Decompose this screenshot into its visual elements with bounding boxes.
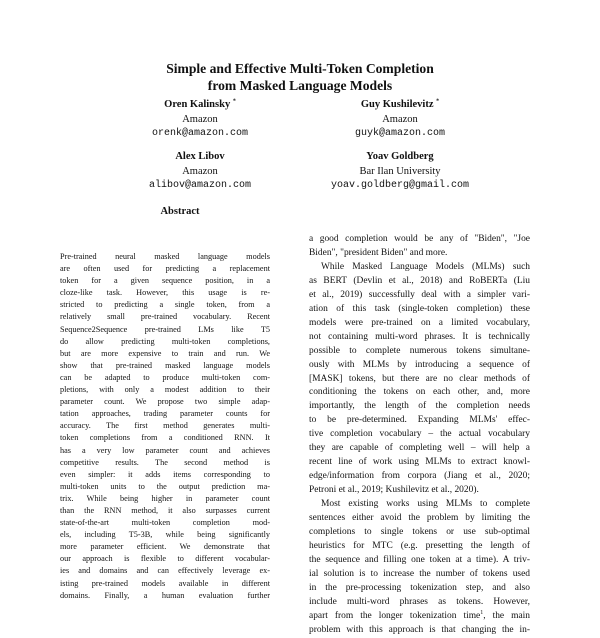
abstract-line: pletions, with only a modest addition to their xyxy=(60,385,270,395)
body-line: they are capable of completing well – will help a xyxy=(309,443,530,454)
author-affiliation: Amazon xyxy=(182,113,218,125)
author-email[interactable]: orenk@amazon.com xyxy=(151,128,248,139)
footnote-marker[interactable]: 1 xyxy=(480,609,484,616)
body-line: tive completion vocabulary – the actual vocabulary xyxy=(309,429,530,440)
body-line: importantly, the length of the completion needs xyxy=(309,401,530,412)
body-line: While Masked Language Models (MLMs) such xyxy=(321,261,530,272)
body-line: the sequence and filling one token at a time). A triv- xyxy=(309,554,530,565)
abstract-line: parameter count. We propose two simple adap- xyxy=(60,397,270,407)
abstract-line: competitive results. The second method is xyxy=(60,457,270,467)
body-line: models were pre-trained on a limited vocabulary, xyxy=(309,317,530,328)
body-line: ation of this task (single-token completion) these xyxy=(309,303,530,314)
author-affiliation: Amazon xyxy=(382,113,418,125)
author-affiliation: Bar Ilan University xyxy=(359,165,441,177)
body-line: possible to complete numerous tokens simultane- xyxy=(309,345,530,356)
abstract-line: but are more expensive to train and run. We xyxy=(60,348,270,358)
abstract-line: stricted to predicting a single token, from a xyxy=(60,300,270,310)
author-name: Yoav Goldberg xyxy=(366,151,434,162)
abstract-line: even simpler: it adds items corresponding to xyxy=(60,469,270,479)
abstract-line: Sequence2Sequence pre-trained LMs like T5 xyxy=(60,324,270,334)
body-line: sentences either avoid the problem by limiting the xyxy=(309,513,530,524)
author-block xyxy=(280,150,520,194)
author-name: Guy Kushilevitz * xyxy=(360,98,440,110)
author-block xyxy=(280,98,520,142)
body-line: ial solution is to increase the number of tokens used xyxy=(309,568,530,579)
body-line: Biden", "president Biden" and more. xyxy=(309,247,448,258)
paper-title xyxy=(0,60,600,94)
body-line: recent line of work using MLMs to extract knowl- xyxy=(309,457,530,468)
abstract-body xyxy=(60,251,270,602)
abstract-line: more parameter efficient. We demonstrate that xyxy=(60,542,270,552)
abstract-line: can be adapted to produce multi-token com- xyxy=(60,372,270,382)
abstract-line: token for a given sequence position, in a xyxy=(60,276,270,286)
abstract-heading: Abstract xyxy=(160,206,200,217)
abstract-line: has a very low parameter count and achieves xyxy=(60,445,270,455)
author-name: Oren Kalinsky * xyxy=(164,98,236,110)
author-name: Alex Libov xyxy=(175,151,225,162)
body-line: et al., 2019) successfully deal with a simpler vari- xyxy=(309,289,530,300)
abstract-line: Pre-trained neural masked language models xyxy=(60,252,270,261)
body-line: Most existing works using MLMs to complete xyxy=(321,499,530,510)
abstract-line: relatively small pre-trained vocabulary. Recent xyxy=(60,312,270,322)
body-line: include multi-word phrases as tokens. However, xyxy=(309,596,530,607)
body-line: not containing multi-word phrases. It is technically xyxy=(309,331,530,342)
abstract-line: than the RNN method, it also surpasses current xyxy=(60,505,270,515)
body-line: edge/information from corpora (Jiang et al., 2020; xyxy=(309,471,530,482)
abstract-line: ies and domains and can effectively leverage ex- xyxy=(60,566,270,576)
body-line: as BERT (Devlin et al., 2018) and RoBERTa (Liu xyxy=(309,275,530,286)
abstract-line: isting pre-trained models available in different xyxy=(60,578,270,588)
abstract-line: multi-token units to the output prediction ma- xyxy=(60,481,270,491)
body-text-column xyxy=(309,233,530,638)
body-line: a good completion would be any of "Biden", "Joe xyxy=(309,234,530,244)
abstract-line: state-of-the-art multi-token completion mod- xyxy=(60,518,270,528)
abstract-line: tation approaches, trading parameter counts for xyxy=(60,409,270,419)
body-line: [MASK] tokens, but there are no clear methods of xyxy=(309,373,530,384)
abstract-line: our approach is flexible to different vocabular- xyxy=(60,554,270,564)
body-line: ously with MLMs by introducing a sequence of xyxy=(309,359,530,370)
author-email[interactable]: guyk@amazon.com xyxy=(354,128,445,139)
abstract-line: domains. Finally, a human evaluation further xyxy=(60,590,270,600)
abstract-line: cloze-like task. However, this usage is re- xyxy=(60,288,270,298)
abstract-line: do allow predicting multi-token completions, xyxy=(60,336,270,346)
body-line: heuristics for MTC (e.g. presetting the length of xyxy=(309,540,530,551)
author-email[interactable]: alibov@amazon.com xyxy=(148,180,252,191)
body-line: to be pre-determined. Expanding MLMs' effec- xyxy=(309,415,530,426)
body-line: completions to single tokens or use sub-optimal xyxy=(309,527,530,538)
title-line-2: from Masked Language Models xyxy=(207,78,393,93)
abstract-line: are often used for predicting a replacement xyxy=(60,264,270,274)
abstract-line: els, including T5-3B, while being significantly xyxy=(60,530,270,540)
body-line: problem with this approach is that changing the in- xyxy=(309,624,530,635)
abstract-line: show that pre-trained masked language models xyxy=(60,360,270,370)
title-line-1: Simple and Effective Multi-Token Completion xyxy=(166,61,434,76)
body-line-footnoted xyxy=(309,610,530,624)
author-affiliation: Amazon xyxy=(182,165,218,177)
body-line-suffix: , the main xyxy=(483,610,530,621)
abstract-line: trix. While being higher in parameter count xyxy=(60,493,270,503)
author-email[interactable]: yoav.goldberg@gmail.com xyxy=(330,180,470,191)
body-line-text: apart from the longer tokenization time xyxy=(309,610,481,621)
body-line: in the pre-processing tokenization step, and also xyxy=(309,582,530,593)
abstract-line: accuracy. The first method generates multi- xyxy=(60,421,270,431)
body-line: Petroni et al., 2019; Kushilevitz et al., 2020). xyxy=(309,485,479,496)
abstract-line: token completions from a conditioned RNN. It xyxy=(60,433,270,443)
body-line: conditioning the tokens on each other, and, more xyxy=(309,387,530,398)
